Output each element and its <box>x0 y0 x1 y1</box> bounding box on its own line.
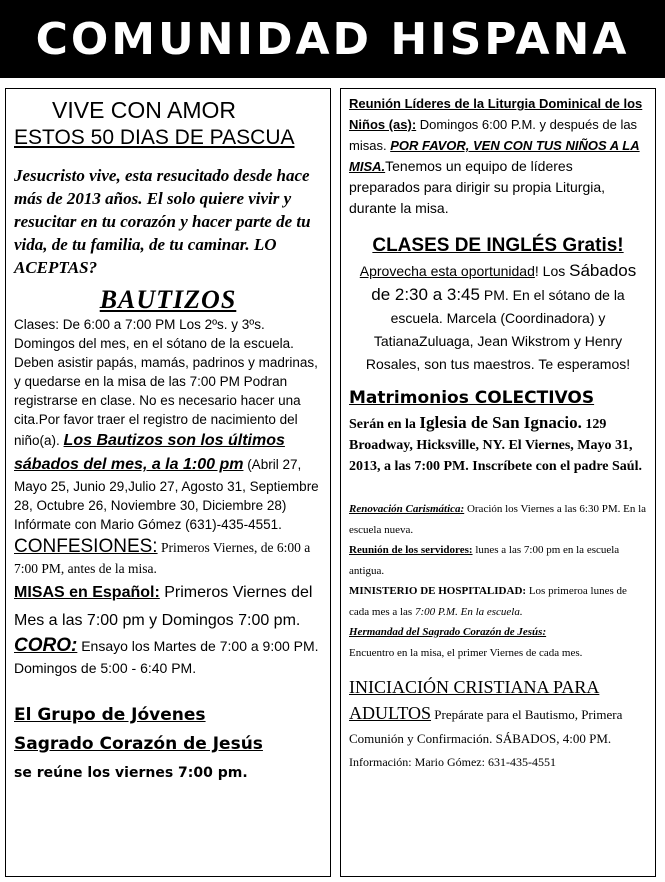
confesiones <box>14 536 322 579</box>
jovenes-line1: El Grupo de Jóvenes <box>14 705 206 725</box>
bautizos-body: Clases: De 6:00 a 7:00 PM Los 2ºs. y 3ºs. Domingos del mes, en el sótano de la escuela. Deben asistir papás, mamás, padrinos y madrinas, y quedarse en la misa de las 7:00 PM Podran registrarse en clase. No es necesario hacer una cita.Por favor traer el registro de nacimiento del niño(a). <box>14 317 318 448</box>
ven-desc: Tenemos un equipo de líderes preparados para dirigir su propia Liturgia, durante la misa. <box>349 158 606 216</box>
hospitalidad <box>349 581 647 622</box>
vive-heading: VIVE CON AMOR <box>52 97 237 123</box>
liturgia-label: Reunión Líderes de la Liturgia Dominical de los Niños (as): <box>349 96 643 132</box>
ven-text: POR FAVOR, VEN CON TUS NIÑOS A LA MISA. <box>349 138 640 174</box>
hosp-text: Los primeroa lunes de cada mes a las <box>349 585 627 618</box>
bautizos-bold: Los Bautizos son los últimos sábados del mes, a la 1:00 pm <box>14 432 285 473</box>
ingles-link: Aprovecha esta oportunidad <box>359 263 535 279</box>
ingles-time: Sábados de 2:30 a 3:45 <box>371 261 637 304</box>
matrimonios-title: Matrimonios COLECTIVOS <box>349 388 595 408</box>
ingles-text1: ! Los <box>534 263 570 279</box>
matri-text1: Serán en la <box>349 417 420 432</box>
coro-label: CORO: <box>14 635 78 656</box>
confesiones-text: Primeros Viernes, de 6:00 a 7:00 PM, antes de la misa. <box>14 540 311 576</box>
coro-text: Ensayo los Martes de 7:00 a 9:00 PM. Domingos de 5:00 - 6:40 PM. <box>14 638 319 676</box>
serv-text: lunes a las 7:00 pm en la escuela antigua. <box>349 544 620 577</box>
iniciacion-info: Información: Mario Gómez: 631-435-4551 <box>349 755 556 769</box>
confesiones-label: CONFESIONES: <box>14 536 158 557</box>
serv-label: Reunión de los servidores: <box>349 544 473 556</box>
hermandad-text: Encuentro en la misa, el primer Viernes de cada mes. <box>349 646 583 659</box>
page-title: COMUNIDAD HISPANA <box>35 13 630 65</box>
bautizos-dates: (Abril 27, Mayo 25, Junio 29,Julio 27, Agosto 31, Septiembre 28, Octubre 26, Noviembre 30, Diciembre 28) Infórmate con Mario Gómez (631)-435-4551. <box>14 457 319 532</box>
jesus-text: Jesucristo vive, esta resucitado desde hace más de 2013 años. El solo quiere vivir y resucitar en tu corazón y hacer parte de tu vida, de tu familia, de tu caminar. LO ACEPTAS? <box>14 166 311 277</box>
liturgia-text: Domingos 6:00 P.M. y después de las misas. <box>349 117 638 153</box>
renovacion <box>349 499 647 540</box>
pascua-heading: ESTOS 50 DIAS DE PASCUA <box>14 126 295 149</box>
jovenes-line2: Sagrado Corazón de Jesús <box>14 734 263 754</box>
ingles <box>349 259 647 376</box>
iniciacion-title: INICIACIÓN CRISTIANA PARA ADULTOS <box>349 677 600 723</box>
misas-text: Primeros Viernes del Mes a las 7:00 pm y Domingos 7:00 pm. <box>14 584 313 629</box>
header-banner <box>0 0 665 78</box>
bautizos-section <box>14 315 322 534</box>
hosp-label: MINISTERIO DE HOSPITALIDAD: <box>349 585 527 597</box>
ingles-text2: PM. En el sótano de la escuela. Marcela (Coordinadora) y TatianaZuluaga, Jean Wikstrom y Henry Rosales, son tus maestros. Te esperamos! <box>365 287 631 372</box>
misas-label: MISAS en Español: <box>14 584 160 601</box>
misas <box>14 579 322 635</box>
right-column <box>340 88 656 877</box>
matrimonios <box>349 412 647 477</box>
jovenes-line3: se reúne los viernes 7:00 pm. <box>14 765 248 781</box>
matri-church: Iglesia de San Ignacio. <box>419 413 582 432</box>
left-column <box>5 88 331 877</box>
reno-label: Renovación Carismática: <box>349 503 465 515</box>
reno-text: Oración los Viernes a las 6:30 PM. En la escuela nueva. <box>349 503 647 536</box>
servidores <box>349 540 647 581</box>
iniciacion <box>349 675 647 751</box>
coro <box>14 635 322 679</box>
hermandad-label: Hermandad del Sagrado Corazón de Jesús: <box>349 626 547 638</box>
liturgia <box>349 93 647 219</box>
iniciacion-text: Prepárate para el Bautismo, Primera Comunión y Confirmación. SÁBADOS, 4:00 PM. <box>349 707 623 746</box>
matri-text2: 129 Broadway, Hicksville, NY. El Viernes, Mayo 31, 2013, a las 7:00 PM. Inscríbete con el padre Saúl. <box>349 417 642 474</box>
ingles-title: CLASES DE INGLÉS Gratis! <box>372 235 624 256</box>
hosp-time: 7:00 P.M. En la escuela. <box>414 605 523 618</box>
bautizos-title: BAUTIZOS <box>99 285 237 314</box>
